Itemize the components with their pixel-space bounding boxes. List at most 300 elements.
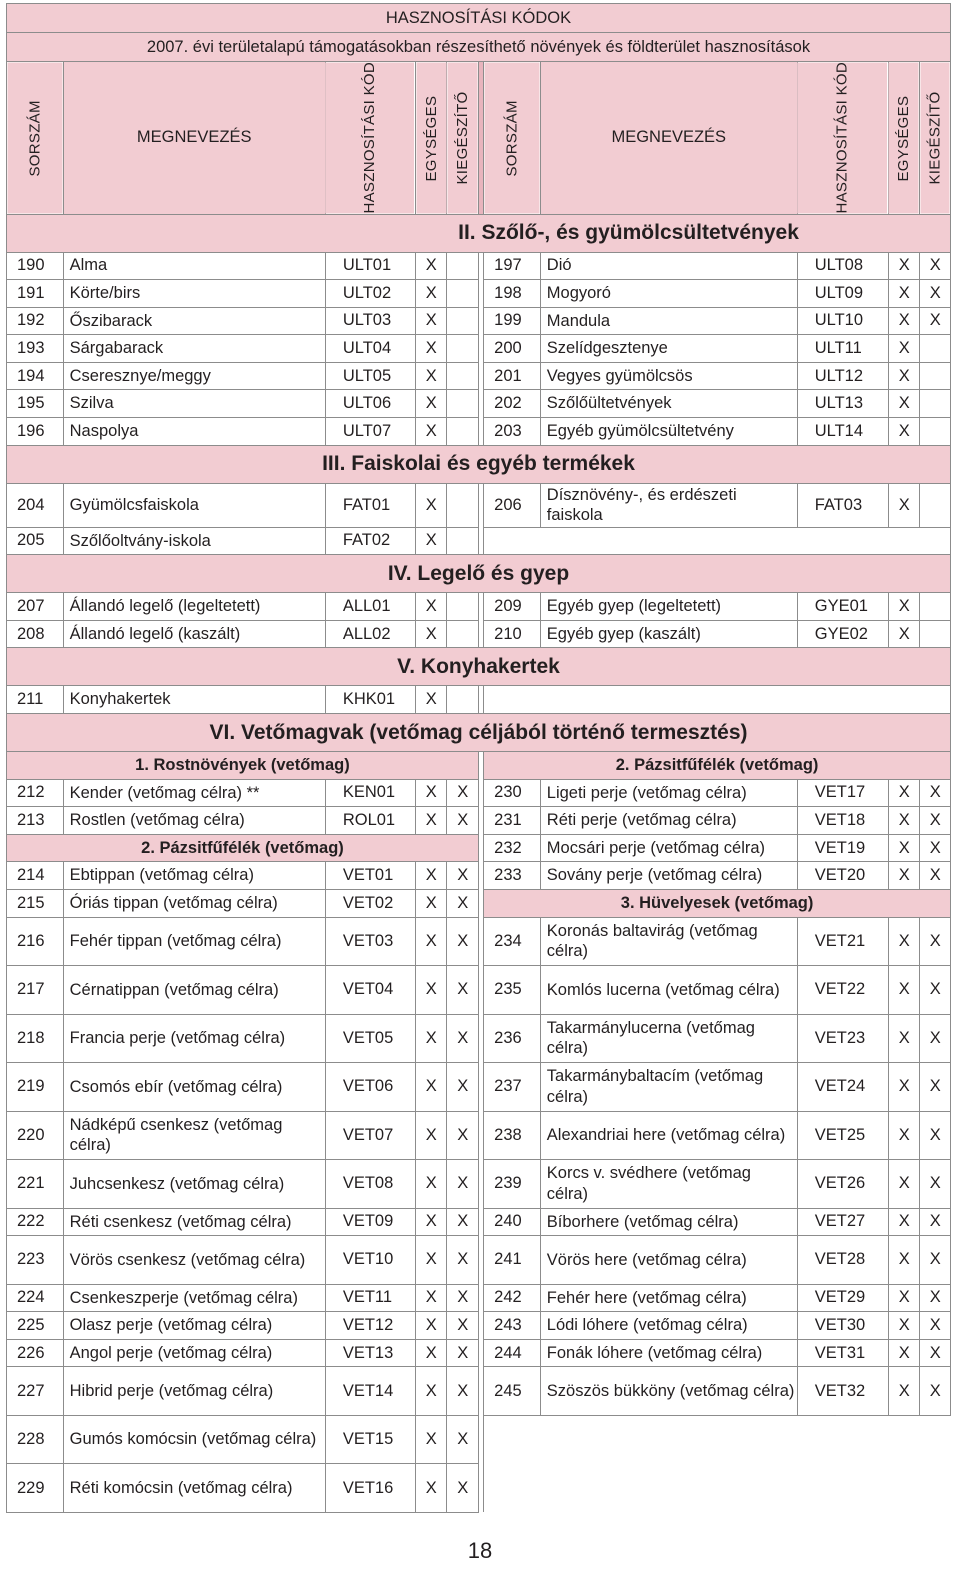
table-row bbox=[7, 4, 951, 33]
left-row-number: 208 bbox=[7, 620, 64, 648]
table-subtitle: 2007. évi területalapú támogatásokban részesíthető növények és földterület hasznosítások bbox=[7, 33, 951, 62]
left-row-kiegeszito bbox=[447, 483, 478, 527]
right-row-code: VET24 bbox=[797, 1063, 888, 1112]
left-row-code: VET08 bbox=[325, 1160, 415, 1209]
left-header-kiegeszito-label: KIEGÉSZÍTŐ bbox=[453, 91, 471, 185]
right-row-code: VET17 bbox=[797, 779, 888, 807]
left-row-name: Fehér tippan (vetőmag célra) bbox=[63, 917, 325, 966]
right-row-kiegeszito: X bbox=[920, 917, 951, 966]
right-row-kiegeszito bbox=[920, 418, 951, 446]
table-row bbox=[7, 445, 951, 483]
left-row-kiegeszito: X bbox=[447, 1339, 478, 1367]
right-row-number: 240 bbox=[484, 1208, 541, 1236]
left-row-egyseges: X bbox=[416, 1284, 447, 1312]
right-row-code: VET31 bbox=[797, 1339, 888, 1367]
right-row-code: VET32 bbox=[797, 1367, 888, 1416]
right-row-egyseges: X bbox=[888, 1063, 919, 1112]
right-row-egyseges: X bbox=[888, 807, 919, 835]
right-header-sorszam-label: SORSZÁM bbox=[503, 99, 521, 176]
left-row-egyseges: X bbox=[416, 527, 447, 555]
left-row-name: Szőlőoltvány-iskola bbox=[63, 527, 325, 555]
left-row-number: 226 bbox=[7, 1339, 64, 1367]
right-row-kiegeszito: X bbox=[920, 1312, 951, 1340]
left-row-name: Kender (vetőmag célra) ** bbox=[63, 779, 325, 807]
codes-table bbox=[6, 3, 951, 1501]
left-row-kiegeszito bbox=[447, 593, 478, 621]
right-row-kiegeszito bbox=[920, 483, 951, 527]
right-row-code: VET27 bbox=[797, 1208, 888, 1236]
left-row-code: VET05 bbox=[325, 1014, 415, 1063]
document-page bbox=[6, 3, 951, 1501]
left-row-egyseges: X bbox=[416, 1208, 447, 1236]
right-row-name: Szelídgesztenye bbox=[540, 335, 797, 363]
right-row-kiegeszito: X bbox=[920, 1339, 951, 1367]
right-row-number: 201 bbox=[484, 362, 541, 390]
left-row-number: 218 bbox=[7, 1014, 64, 1063]
right-row-kiegeszito: X bbox=[920, 807, 951, 835]
left-row-number: 220 bbox=[7, 1111, 64, 1160]
section-heading: VI. Vetőmagvak (vetőmag céljából történő termesztés) bbox=[7, 714, 951, 752]
right-header-kod-label: HASZNOSÍTÁSI KÓD bbox=[833, 62, 851, 214]
left-row-number: 221 bbox=[7, 1160, 64, 1209]
left-row-code: VET15 bbox=[325, 1415, 415, 1464]
left-row-kiegeszito: X bbox=[447, 779, 478, 807]
right-row-code: VET25 bbox=[797, 1111, 888, 1160]
left-row-kiegeszito: X bbox=[447, 917, 478, 966]
left-row-number: 225 bbox=[7, 1312, 64, 1340]
left-row-name: Naspolya bbox=[63, 418, 325, 446]
left-row-code: VET12 bbox=[325, 1312, 415, 1340]
right-empty-cell bbox=[484, 1464, 951, 1513]
left-row-code: VET16 bbox=[325, 1464, 415, 1513]
right-row-egyseges: X bbox=[888, 620, 919, 648]
right-row-code: VET21 bbox=[797, 917, 888, 966]
left-row-kiegeszito bbox=[447, 335, 478, 363]
right-row-kiegeszito bbox=[920, 390, 951, 418]
left-row-number: 211 bbox=[7, 686, 64, 714]
right-row-name: Alexandriai here (vetőmag célra) bbox=[540, 1111, 797, 1160]
right-header-egyseges-label: EGYSÉGES bbox=[895, 94, 913, 181]
left-row-code: ULT01 bbox=[325, 252, 415, 280]
right-row-egyseges: X bbox=[888, 418, 919, 446]
left-row-egyseges: X bbox=[416, 1111, 447, 1160]
page-number: 18 bbox=[467, 1538, 493, 1563]
section-heading: V. Konyhakertek bbox=[7, 648, 951, 686]
left-row-egyseges: X bbox=[416, 1160, 447, 1209]
left-row-code: VET07 bbox=[325, 1111, 415, 1160]
right-row-number: 198 bbox=[484, 280, 541, 308]
left-row-name: Cseresznye/meggy bbox=[63, 362, 325, 390]
left-row-number: 192 bbox=[7, 307, 64, 335]
right-row-number: 233 bbox=[484, 862, 541, 890]
left-row-name: Sárgabarack bbox=[63, 335, 325, 363]
column-gap bbox=[478, 62, 483, 215]
left-row-egyseges: X bbox=[416, 862, 447, 890]
right-row-code: VET18 bbox=[797, 807, 888, 835]
table-row bbox=[7, 648, 951, 686]
left-row-name: Konyhakertek bbox=[63, 686, 325, 714]
right-row-number: 209 bbox=[484, 593, 541, 621]
right-row-code: VET26 bbox=[797, 1160, 888, 1209]
right-row-egyseges: X bbox=[888, 862, 919, 890]
right-row-code: VET30 bbox=[797, 1312, 888, 1340]
right-row-number: 235 bbox=[484, 966, 541, 1015]
right-row-number: 202 bbox=[484, 390, 541, 418]
right-row-name: Mocsári perje (vetőmag célra) bbox=[540, 834, 797, 862]
left-header-egyseges-label: EGYSÉGES bbox=[422, 94, 440, 181]
left-row-code: VET11 bbox=[325, 1284, 415, 1312]
left-row-kiegeszito bbox=[447, 252, 478, 280]
left-row-egyseges: X bbox=[416, 779, 447, 807]
right-row-name: Vegyes gyümölcsös bbox=[540, 362, 797, 390]
left-row-number: 213 bbox=[7, 807, 64, 835]
left-row-egyseges: X bbox=[416, 593, 447, 621]
left-row-kiegeszito bbox=[447, 307, 478, 335]
left-row-egyseges: X bbox=[416, 1367, 447, 1416]
table-row bbox=[7, 890, 951, 918]
left-row-kiegeszito: X bbox=[447, 890, 478, 918]
right-row-name: Lódi lóhere (vetőmag célra) bbox=[540, 1312, 797, 1340]
table-row bbox=[7, 280, 951, 308]
right-row-code: VET20 bbox=[797, 862, 888, 890]
table-row bbox=[7, 483, 951, 527]
section-heading: III. Faiskolai és egyéb termékek bbox=[7, 445, 951, 483]
left-row-egyseges: X bbox=[416, 686, 447, 714]
left-row-number: 217 bbox=[7, 966, 64, 1015]
left-header-megnevezes-label: MEGNEVEZÉS bbox=[136, 128, 252, 147]
right-row-number: 241 bbox=[484, 1236, 541, 1285]
left-row-kiegeszito: X bbox=[447, 1312, 478, 1340]
left-row-number: 204 bbox=[7, 483, 64, 527]
left-row-number: 223 bbox=[7, 1236, 64, 1285]
left-row-egyseges: X bbox=[416, 252, 447, 280]
right-row-kiegeszito: X bbox=[920, 1236, 951, 1285]
right-row-egyseges: X bbox=[888, 1367, 919, 1416]
left-row-kiegeszito: X bbox=[447, 966, 478, 1015]
subsection-heading: 1. Rostnövények (vetőmag) bbox=[7, 752, 479, 780]
right-row-kiegeszito bbox=[920, 593, 951, 621]
left-row-code: KEN01 bbox=[325, 779, 415, 807]
left-header-kiegeszito bbox=[447, 62, 478, 215]
left-row-name: Csomós ebír (vetőmag célra) bbox=[63, 1063, 325, 1112]
left-row-name: Ebtippan (vetőmag célra) bbox=[63, 862, 325, 890]
right-row-number: 239 bbox=[484, 1160, 541, 1209]
left-row-code: ULT04 bbox=[325, 335, 415, 363]
left-header-sorszam bbox=[7, 62, 64, 215]
left-row-egyseges: X bbox=[416, 917, 447, 966]
right-row-name: Korcs v. svédhere (vetőmag célra) bbox=[540, 1160, 797, 1209]
left-row-egyseges: X bbox=[416, 280, 447, 308]
right-row-code: ULT08 bbox=[797, 252, 888, 280]
left-row-kiegeszito: X bbox=[447, 862, 478, 890]
right-row-name: Bíborhere (vetőmag célra) bbox=[540, 1208, 797, 1236]
left-row-egyseges: X bbox=[416, 1312, 447, 1340]
left-row-code: VET13 bbox=[325, 1339, 415, 1367]
right-row-kiegeszito: X bbox=[920, 1111, 951, 1160]
left-row-code: VET14 bbox=[325, 1367, 415, 1416]
left-row-egyseges: X bbox=[416, 966, 447, 1015]
left-row-egyseges: X bbox=[416, 335, 447, 363]
left-header-megnevezes bbox=[63, 62, 325, 215]
left-row-number: 190 bbox=[7, 252, 64, 280]
left-row-kiegeszito: X bbox=[447, 1063, 478, 1112]
left-row-egyseges: X bbox=[416, 1415, 447, 1464]
subsection-heading: 2. Pázsitfűfélék (vetőmag) bbox=[7, 834, 479, 862]
table-row bbox=[7, 335, 951, 363]
right-row-number: 230 bbox=[484, 779, 541, 807]
right-row-code: ULT11 bbox=[797, 335, 888, 363]
table-row bbox=[7, 1415, 951, 1464]
right-header-kiegeszito bbox=[920, 62, 951, 215]
left-row-name: Őszibarack bbox=[63, 307, 325, 335]
left-row-number: 214 bbox=[7, 862, 64, 890]
left-row-kiegeszito: X bbox=[447, 1464, 478, 1513]
table-row bbox=[7, 62, 951, 215]
left-row-name: Réti csenkesz (vetőmag célra) bbox=[63, 1208, 325, 1236]
table-row bbox=[7, 752, 951, 780]
right-row-code: VET29 bbox=[797, 1284, 888, 1312]
right-row-name: Dísznövény-, és erdészeti faiskola bbox=[540, 483, 797, 527]
right-header-kod bbox=[797, 62, 888, 215]
table-row bbox=[7, 917, 951, 966]
left-row-code: VET04 bbox=[325, 966, 415, 1015]
left-row-number: 219 bbox=[7, 1063, 64, 1112]
left-row-kiegeszito: X bbox=[447, 1236, 478, 1285]
right-row-egyseges: X bbox=[888, 1208, 919, 1236]
right-row-name: Fonák lóhere (vetőmag célra) bbox=[540, 1339, 797, 1367]
right-row-name: Takarmánybaltacím (vetőmag célra) bbox=[540, 1063, 797, 1112]
right-row-egyseges: X bbox=[888, 252, 919, 280]
left-row-number: 215 bbox=[7, 890, 64, 918]
table-row bbox=[7, 1111, 951, 1160]
left-row-code: FAT01 bbox=[325, 483, 415, 527]
left-header-egyseges bbox=[416, 62, 447, 215]
table-row bbox=[7, 966, 951, 1015]
left-row-egyseges: X bbox=[416, 1236, 447, 1285]
left-row-name: Gumós komócsin (vetőmag célra) bbox=[63, 1415, 325, 1464]
left-row-number: 227 bbox=[7, 1367, 64, 1416]
right-row-code: ULT09 bbox=[797, 280, 888, 308]
left-row-code: FAT02 bbox=[325, 527, 415, 555]
left-row-code: ULT05 bbox=[325, 362, 415, 390]
left-row-egyseges: X bbox=[416, 390, 447, 418]
table-row bbox=[7, 834, 951, 862]
left-row-kiegeszito bbox=[447, 280, 478, 308]
right-row-kiegeszito: X bbox=[920, 862, 951, 890]
right-row-name: Takarmánylucerna (vetőmag célra) bbox=[540, 1014, 797, 1063]
right-header-kiegeszito-label: KIEGÉSZÍTŐ bbox=[926, 91, 944, 185]
left-row-code: ULT07 bbox=[325, 418, 415, 446]
left-row-kiegeszito bbox=[447, 620, 478, 648]
right-row-number: 231 bbox=[484, 807, 541, 835]
right-row-number: 197 bbox=[484, 252, 541, 280]
right-row-name: Egyéb gyep (legeltetett) bbox=[540, 593, 797, 621]
left-row-number: 205 bbox=[7, 527, 64, 555]
right-row-egyseges: X bbox=[888, 1284, 919, 1312]
right-row-code: GYE01 bbox=[797, 593, 888, 621]
right-empty-cell bbox=[484, 686, 951, 714]
table-row bbox=[7, 620, 951, 648]
right-row-name: Szöszös bükköny (vetőmag célra) bbox=[540, 1367, 797, 1416]
left-row-kiegeszito: X bbox=[447, 1111, 478, 1160]
right-row-name: Dió bbox=[540, 252, 797, 280]
left-row-code: ALL02 bbox=[325, 620, 415, 648]
right-row-code: VET28 bbox=[797, 1236, 888, 1285]
right-row-code: VET22 bbox=[797, 966, 888, 1015]
table-row bbox=[7, 1236, 951, 1285]
left-row-name: Gyümölcsfaiskola bbox=[63, 483, 325, 527]
table-row bbox=[7, 593, 951, 621]
table-row bbox=[7, 214, 951, 252]
right-row-number: 236 bbox=[484, 1014, 541, 1063]
left-row-kiegeszito bbox=[447, 527, 478, 555]
right-row-kiegeszito: X bbox=[920, 280, 951, 308]
right-row-egyseges: X bbox=[888, 390, 919, 418]
table-row bbox=[7, 1464, 951, 1513]
right-row-name: Szőlőültetvények bbox=[540, 390, 797, 418]
left-row-egyseges: X bbox=[416, 418, 447, 446]
right-row-number: 199 bbox=[484, 307, 541, 335]
left-row-name: Nádképű csenkesz (vetőmag célra) bbox=[63, 1111, 325, 1160]
left-row-name: Juhcsenkesz (vetőmag célra) bbox=[63, 1160, 325, 1209]
left-row-egyseges: X bbox=[416, 620, 447, 648]
right-row-number: 242 bbox=[484, 1284, 541, 1312]
right-row-kiegeszito: X bbox=[920, 834, 951, 862]
right-row-number: 200 bbox=[484, 335, 541, 363]
left-row-name: Cérnatippan (vetőmag célra) bbox=[63, 966, 325, 1015]
right-row-name: Egyéb gyümölcsültetvény bbox=[540, 418, 797, 446]
left-row-code: VET10 bbox=[325, 1236, 415, 1285]
left-row-egyseges: X bbox=[416, 307, 447, 335]
left-row-kiegeszito: X bbox=[447, 1367, 478, 1416]
left-row-code: VET02 bbox=[325, 890, 415, 918]
right-row-name: Fehér here (vetőmag célra) bbox=[540, 1284, 797, 1312]
right-row-name: Ligeti perje (vetőmag célra) bbox=[540, 779, 797, 807]
left-row-egyseges: X bbox=[416, 1014, 447, 1063]
right-row-egyseges: X bbox=[888, 1014, 919, 1063]
left-row-kiegeszito: X bbox=[447, 1014, 478, 1063]
left-row-code: VET09 bbox=[325, 1208, 415, 1236]
right-row-code: ULT14 bbox=[797, 418, 888, 446]
left-row-name: Csenkeszperje (vetőmag célra) bbox=[63, 1284, 325, 1312]
left-row-name: Angol perje (vetőmag célra) bbox=[63, 1339, 325, 1367]
right-row-name: Mogyoró bbox=[540, 280, 797, 308]
right-row-egyseges: X bbox=[888, 335, 919, 363]
right-row-name: Vörös here (vetőmag célra) bbox=[540, 1236, 797, 1285]
right-header-egyseges bbox=[888, 62, 919, 215]
right-row-code: VET23 bbox=[797, 1014, 888, 1063]
right-row-number: 210 bbox=[484, 620, 541, 648]
right-row-number: 203 bbox=[484, 418, 541, 446]
table-row bbox=[7, 33, 951, 62]
right-empty-cell bbox=[484, 527, 951, 555]
left-row-code: VET06 bbox=[325, 1063, 415, 1112]
left-row-number: 216 bbox=[7, 917, 64, 966]
right-row-kiegeszito: X bbox=[920, 966, 951, 1015]
left-header-kod bbox=[325, 62, 415, 215]
table-row bbox=[7, 779, 951, 807]
left-row-kiegeszito: X bbox=[447, 807, 478, 835]
right-row-number: 243 bbox=[484, 1312, 541, 1340]
table-row bbox=[7, 527, 951, 555]
left-row-code: ROL01 bbox=[325, 807, 415, 835]
right-row-kiegeszito: X bbox=[920, 1063, 951, 1112]
right-header-megnevezes bbox=[540, 62, 797, 215]
right-row-name: Egyéb gyep (kaszált) bbox=[540, 620, 797, 648]
right-row-number: 237 bbox=[484, 1063, 541, 1112]
subsection-heading: 2. Pázsitfűfélék (vetőmag) bbox=[484, 752, 951, 780]
right-row-name: Sovány perje (vetőmag célra) bbox=[540, 862, 797, 890]
left-row-code: ULT03 bbox=[325, 307, 415, 335]
left-row-kiegeszito bbox=[447, 686, 478, 714]
table-row bbox=[7, 362, 951, 390]
right-row-kiegeszito: X bbox=[920, 307, 951, 335]
right-row-egyseges: X bbox=[888, 779, 919, 807]
right-row-egyseges: X bbox=[888, 1111, 919, 1160]
right-header-megnevezes-label: MEGNEVEZÉS bbox=[611, 128, 727, 147]
left-row-number: 194 bbox=[7, 362, 64, 390]
right-row-kiegeszito bbox=[920, 362, 951, 390]
right-row-number: 244 bbox=[484, 1339, 541, 1367]
right-row-code: GYE02 bbox=[797, 620, 888, 648]
table-title: HASZNOSÍTÁSI KÓDOK bbox=[7, 4, 951, 33]
left-row-kiegeszito: X bbox=[447, 1415, 478, 1464]
left-row-number: 193 bbox=[7, 335, 64, 363]
table-row bbox=[7, 862, 951, 890]
table-row bbox=[7, 1339, 951, 1367]
right-row-code: ULT12 bbox=[797, 362, 888, 390]
right-row-kiegeszito: X bbox=[920, 779, 951, 807]
left-row-name: Állandó legelő (kaszált) bbox=[63, 620, 325, 648]
table-row bbox=[7, 1312, 951, 1340]
left-row-name: Vörös csenkesz (vetőmag célra) bbox=[63, 1236, 325, 1285]
right-row-code: ULT13 bbox=[797, 390, 888, 418]
left-row-name: Francia perje (vetőmag célra) bbox=[63, 1014, 325, 1063]
right-row-egyseges: X bbox=[888, 1339, 919, 1367]
right-empty-cell bbox=[484, 1415, 951, 1464]
left-row-kiegeszito bbox=[447, 362, 478, 390]
left-header-sorszam-label: SORSZÁM bbox=[25, 99, 43, 176]
right-row-number: 238 bbox=[484, 1111, 541, 1160]
right-row-kiegeszito: X bbox=[920, 1160, 951, 1209]
left-row-code: VET03 bbox=[325, 917, 415, 966]
left-row-egyseges: X bbox=[416, 483, 447, 527]
left-row-name: Óriás tippan (vetőmag célra) bbox=[63, 890, 325, 918]
right-row-number: 234 bbox=[484, 917, 541, 966]
table-row bbox=[7, 418, 951, 446]
left-row-egyseges: X bbox=[416, 1063, 447, 1112]
section-heading: II. Szőlő-, és gyümölcsültetvények bbox=[7, 214, 951, 252]
left-row-code: KHK01 bbox=[325, 686, 415, 714]
left-row-egyseges: X bbox=[416, 807, 447, 835]
left-row-code: ULT02 bbox=[325, 280, 415, 308]
left-row-egyseges: X bbox=[416, 890, 447, 918]
left-row-name: Olasz perje (vetőmag célra) bbox=[63, 1312, 325, 1340]
right-row-kiegeszito bbox=[920, 620, 951, 648]
left-row-name: Hibrid perje (vetőmag célra) bbox=[63, 1367, 325, 1416]
right-row-number: 232 bbox=[484, 834, 541, 862]
table-row bbox=[7, 807, 951, 835]
right-row-kiegeszito: X bbox=[920, 1367, 951, 1416]
left-row-code: ALL01 bbox=[325, 593, 415, 621]
left-row-name: Szilva bbox=[63, 390, 325, 418]
left-row-number: 228 bbox=[7, 1415, 64, 1464]
right-row-egyseges: X bbox=[888, 593, 919, 621]
left-row-name: Állandó legelő (legeltetett) bbox=[63, 593, 325, 621]
table-row bbox=[7, 252, 951, 280]
right-row-egyseges: X bbox=[888, 280, 919, 308]
left-row-kiegeszito bbox=[447, 418, 478, 446]
